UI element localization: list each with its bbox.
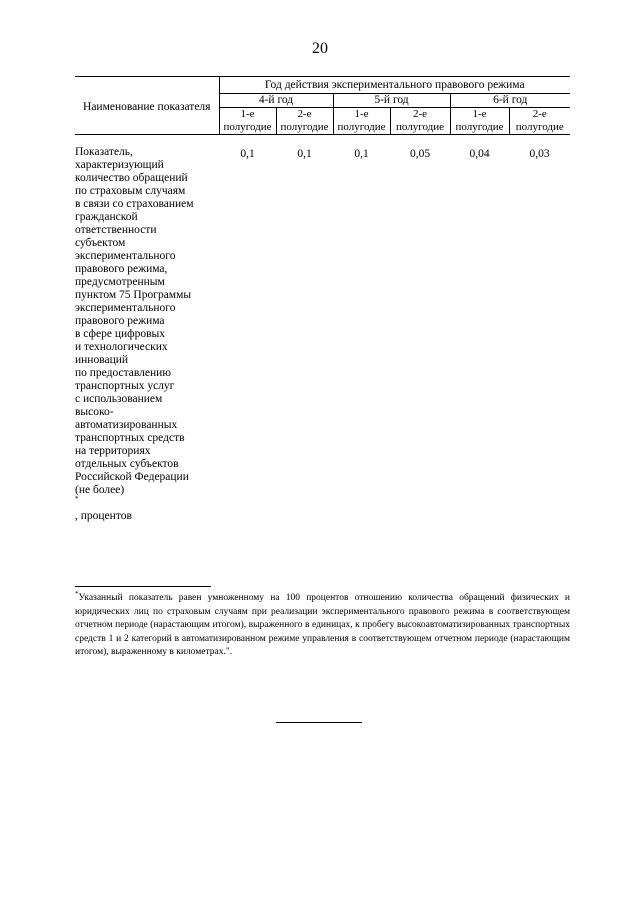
footnote-mark: * — [75, 589, 79, 598]
column-header-year-6: 6-й год — [450, 94, 570, 108]
column-header-year-4: 4-й год — [219, 94, 333, 108]
footnote-divider — [75, 586, 211, 587]
column-header-half-2: 2-е полугодие — [276, 108, 333, 135]
value-year6-half1: 0,04 — [469, 148, 490, 160]
value-year4-half2: 0,1 — [297, 148, 312, 160]
table-row — [75, 146, 570, 523]
footnote — [75, 589, 570, 660]
column-header-half-1: 1-е полугодие — [219, 108, 276, 135]
page-number: 20 — [312, 40, 328, 57]
value-year5-half2: 0,05 — [409, 148, 431, 160]
footnote-text: Указанный показатель равен умноженному на 100 процентов отношению количества обращений физических и юридических лиц по страховым случаям при реализации экспериментального правового режима в соответствующем отчетном периоде (нарастающим итогом), выраженного в единицах, к пробегу высокоавтоматизированных транспортных средств 1 и 2 категорий в автоматизированном режиме управления в соответствующем отчетном периоде (нарастающим итогом), выраженному в километрах. — [75, 593, 570, 657]
indicators-table — [75, 76, 570, 523]
indicator-name: Показатель, характеризующий количество обращений по страховым случаям в связи со страхованием гражданской ответственности субъектом экспериментального правового режима, предусмотренным пунктом 75 Программы экспериментального правового режима в сфере цифровых и технологических инноваций по предоставлению транспортных услуг с использованием высоко- автоматизированных транспортных средств на территориях отдельных субъектов Российской Федерации (не более) * , процентов — [75, 146, 194, 522]
column-header-year-group: Год действия экспериментального правового режима — [219, 77, 570, 94]
column-header-year-5: 5-й год — [333, 94, 450, 108]
column-header-name: Наименование показателя — [75, 77, 219, 135]
column-header-half-1: 1-е полугодие — [333, 108, 390, 135]
closing-divider — [276, 722, 362, 723]
column-header-half-1: 1-е полугодие — [450, 108, 509, 135]
value-year6-half2: 0,03 — [529, 148, 550, 160]
footnote-closing: ". — [225, 647, 233, 657]
column-header-half-2: 2-е полугодие — [390, 108, 450, 135]
column-header-half-2: 2-е полугодие — [509, 108, 570, 135]
value-year5-half1: 0,1 — [354, 148, 369, 160]
value-year4-half1: 0,1 — [240, 148, 255, 160]
